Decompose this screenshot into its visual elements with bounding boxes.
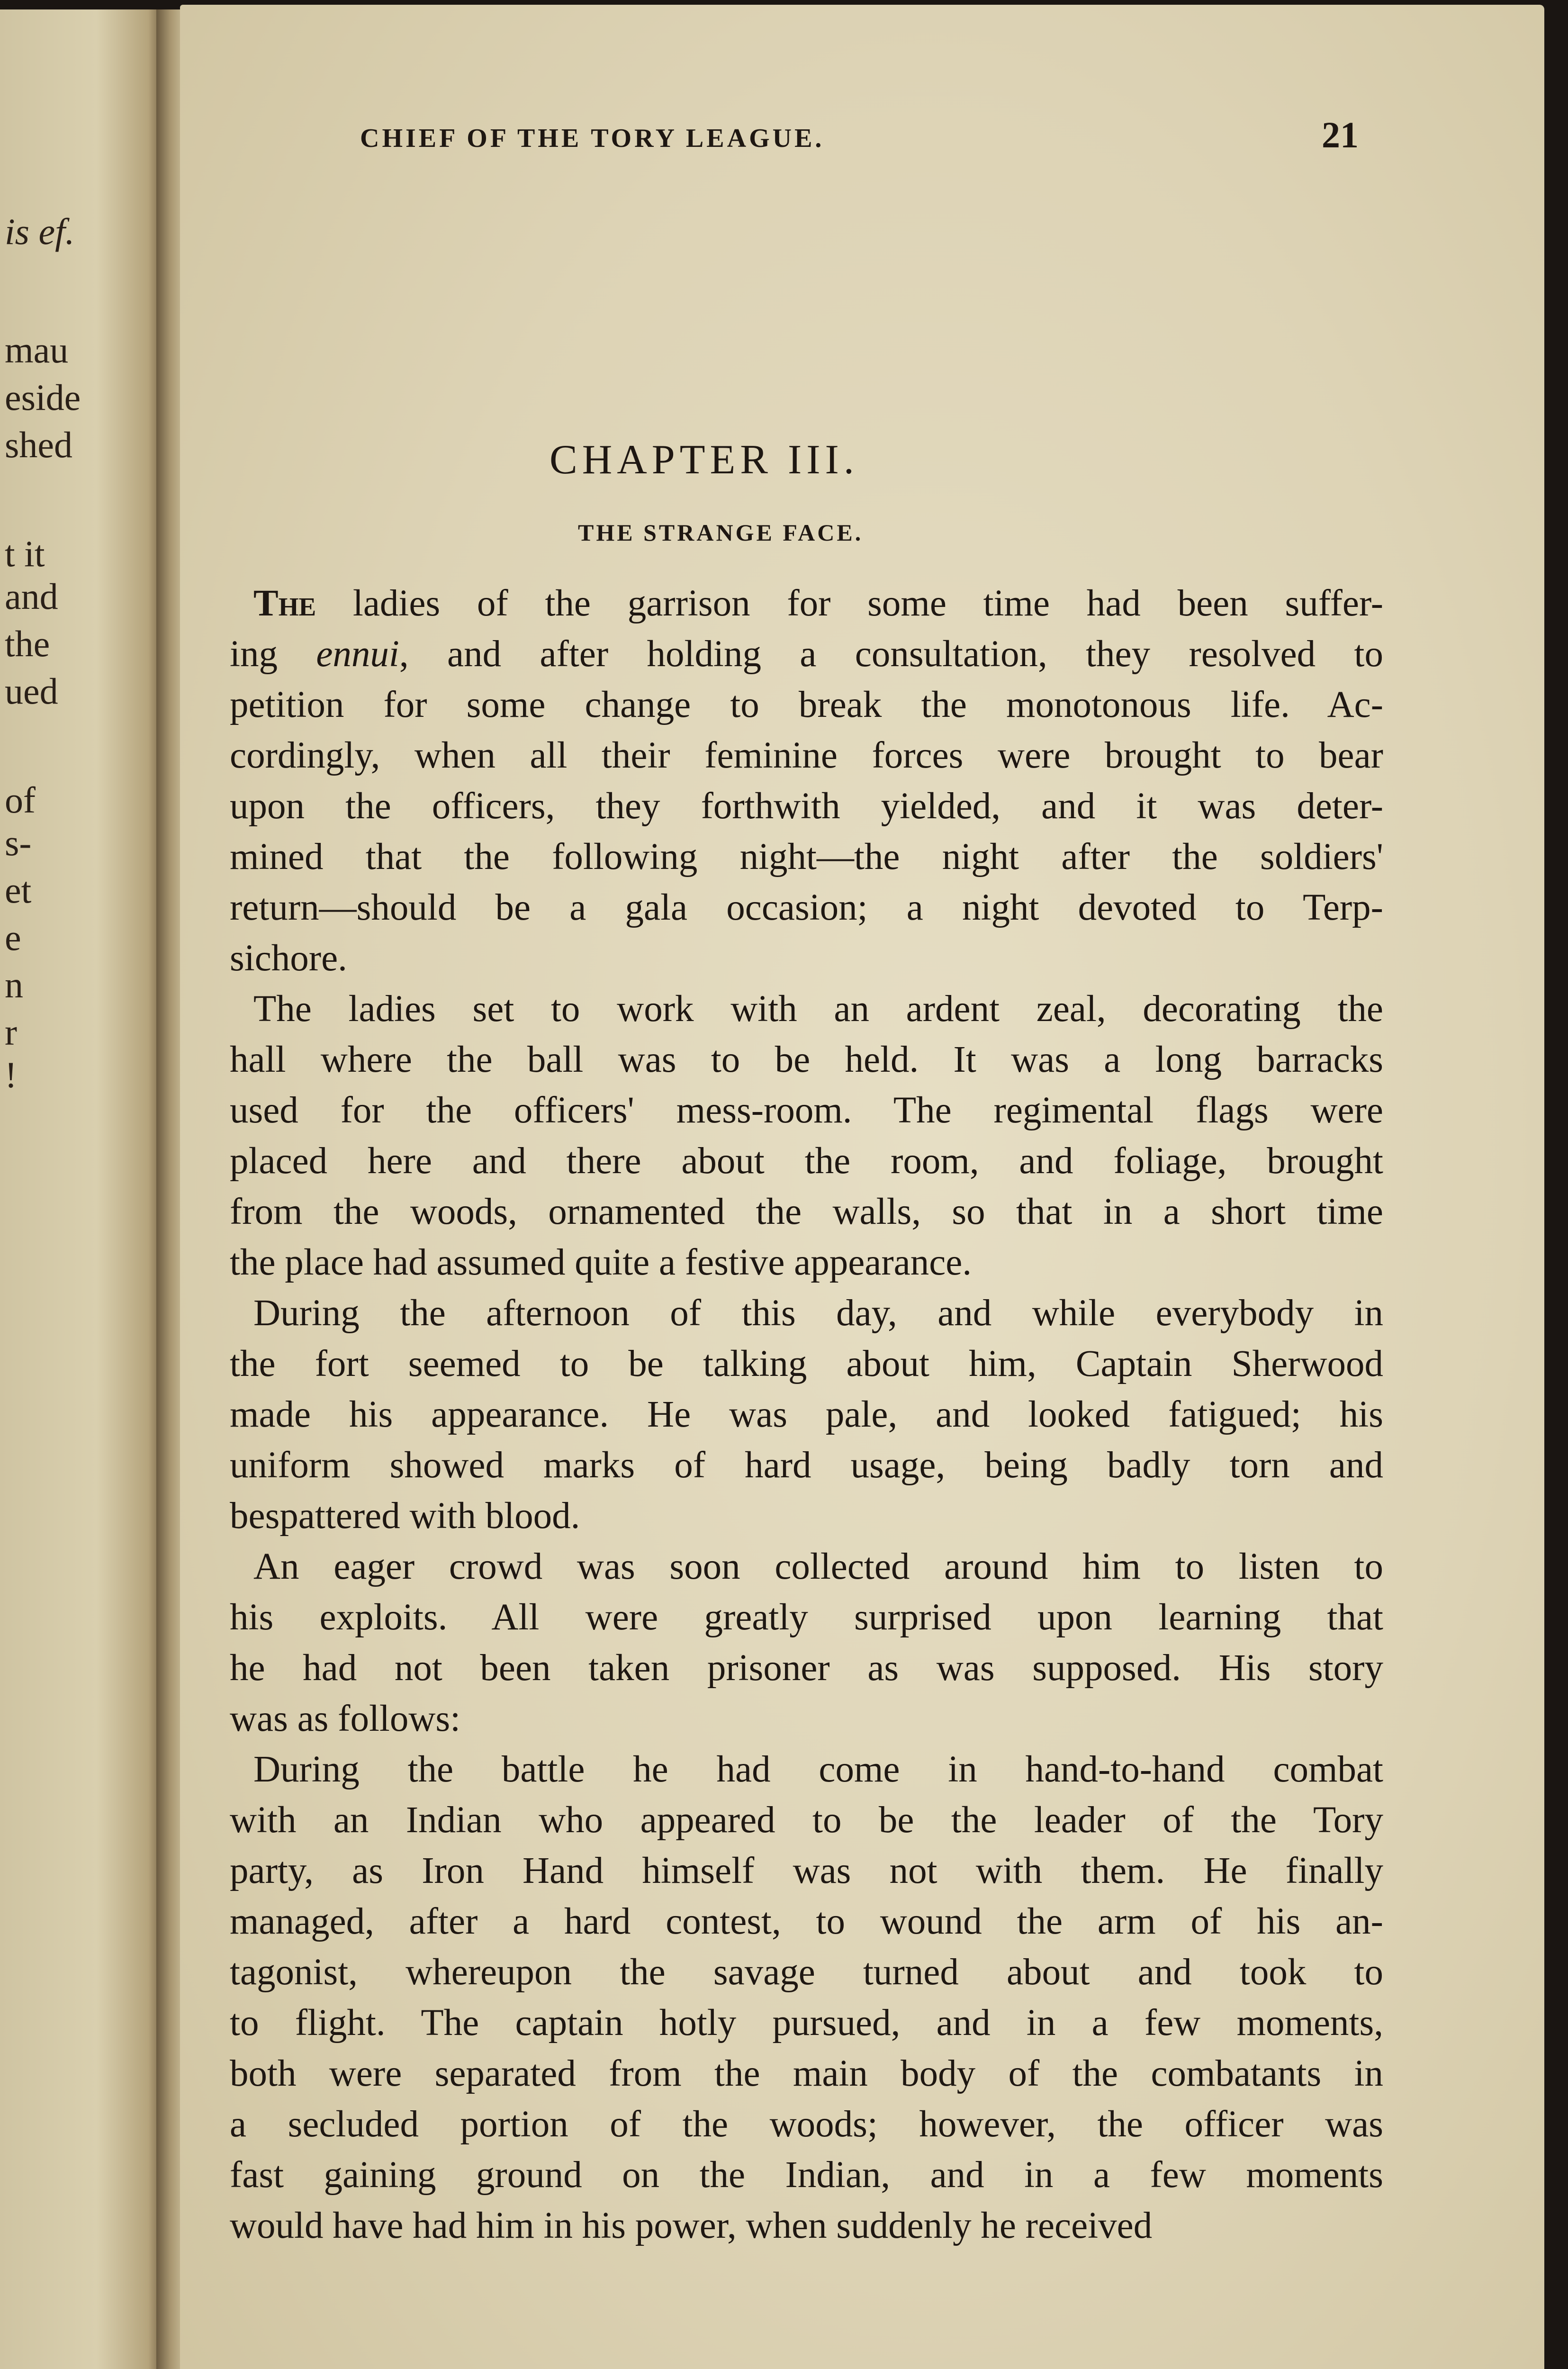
text-line: would have had him in his power, when suddenly he received <box>230 2205 1153 2246</box>
text-line: The ladies set to work with an ardent zeal, decorating the <box>253 988 1383 1030</box>
left-page-fragment: r <box>5 1012 17 1053</box>
left-page-fragment: shed <box>5 424 72 465</box>
text-line: party, as Iron Hand himself was not with them. He finally <box>230 1850 1383 1891</box>
text-line: bespattered with blood. <box>230 1495 580 1537</box>
text-line: cordingly, when all their feminine forces were brought to bear <box>230 735 1383 776</box>
text-line: managed, after a hard contest, to wound the arm of his an- <box>230 1901 1383 1942</box>
text-line: was as follows: <box>230 1698 461 1739</box>
page-number: 21 <box>1322 114 1359 155</box>
text-line: upon the officers, they forthwith yielded, and it was deter- <box>230 786 1383 827</box>
text-line: used for the officers' mess-room. The regimental flags were <box>230 1090 1383 1131</box>
left-page-fragment: ued <box>5 670 58 712</box>
left-page-fragment: s- <box>5 822 32 863</box>
text-line: petition for some change to break the monotonous life. Ac- <box>230 684 1383 725</box>
paragraph <box>230 1288 1383 1541</box>
text-line: to flight. The captain hotly pursued, and in a few moments, <box>230 2002 1383 2043</box>
text-line: ing ennui, and after holding a consultation, they resolved to <box>230 633 1383 675</box>
running-head-title: CHIEF OF THE TORY LEAGUE. <box>360 124 825 153</box>
text-line: a secluded portion of the woods; however, the officer was <box>230 2104 1383 2145</box>
left-page-fragment: t it <box>5 533 45 574</box>
text-line: tagonist, whereupon the savage turned about and took to <box>230 1952 1383 1993</box>
text-line: sichore. <box>230 938 347 979</box>
text-line: the fort seemed to be talking about him, Captain Sherwood <box>230 1343 1383 1384</box>
left-page-fragment: n <box>5 964 23 1005</box>
left-page-fragment: is ef. <box>5 211 75 252</box>
left-page-edge <box>0 9 161 2369</box>
paragraph <box>230 578 1383 984</box>
left-page-fragment: the <box>5 623 50 664</box>
body-text <box>230 578 1383 2251</box>
text-line: hall where the ball was to be held. It was a long barracks <box>230 1039 1383 1080</box>
paragraph <box>230 1541 1383 1744</box>
text-line: An eager crowd was soon collected around him to listen to <box>253 1546 1383 1587</box>
left-page-fragment: ! <box>5 1054 17 1095</box>
chapter-title: CHAPTER III. <box>550 437 859 483</box>
paragraph <box>230 1744 1383 2251</box>
text-line: made his appearance. He was pale, and looked fatigued; his <box>230 1394 1383 1435</box>
left-page-fragment: mau <box>5 329 69 371</box>
left-page-fragment: eside <box>5 377 81 418</box>
left-page-fragment: of <box>5 779 36 821</box>
chapter-subtitle: THE STRANGE FACE. <box>578 519 864 546</box>
text-line: the place had assumed quite a festive appearance. <box>230 1242 972 1283</box>
text-line: mined that the following night—the night after the soldiers' <box>230 836 1383 877</box>
text-line: During the battle he had come in hand-to-hand combat <box>253 1749 1383 1790</box>
text-line: with an Indian who appeared to be the leader of the Tory <box>230 1799 1383 1841</box>
text-line: he had not been taken prisoner as was supposed. His story <box>230 1647 1383 1689</box>
left-page-fragment: e <box>5 917 21 958</box>
text-line: fast gaining ground on the Indian, and in a few moments <box>230 2154 1383 2196</box>
text-line: return—should be a gala occasion; a night devoted to Terp- <box>230 887 1383 928</box>
left-page-fragment: et <box>5 869 32 911</box>
paragraph <box>230 984 1383 1288</box>
text-line: placed here and there about the room, and foliage, brought <box>230 1140 1383 1182</box>
text-line: During the afternoon of this day, and while everybody in <box>253 1293 1383 1334</box>
text-line: The ladies of the garrison for some time had been suffer- <box>253 583 1383 624</box>
left-page-fragment: and <box>5 576 58 617</box>
text-line: both were separated from the main body of the combatants in <box>230 2053 1383 2094</box>
text-line: uniform showed marks of hard usage, being badly torn and <box>230 1445 1383 1486</box>
text-line: his exploits. All were greatly surprised upon learning that <box>230 1597 1383 1638</box>
text-line: from the woods, ornamented the walls, so that in a short time <box>230 1191 1383 1232</box>
